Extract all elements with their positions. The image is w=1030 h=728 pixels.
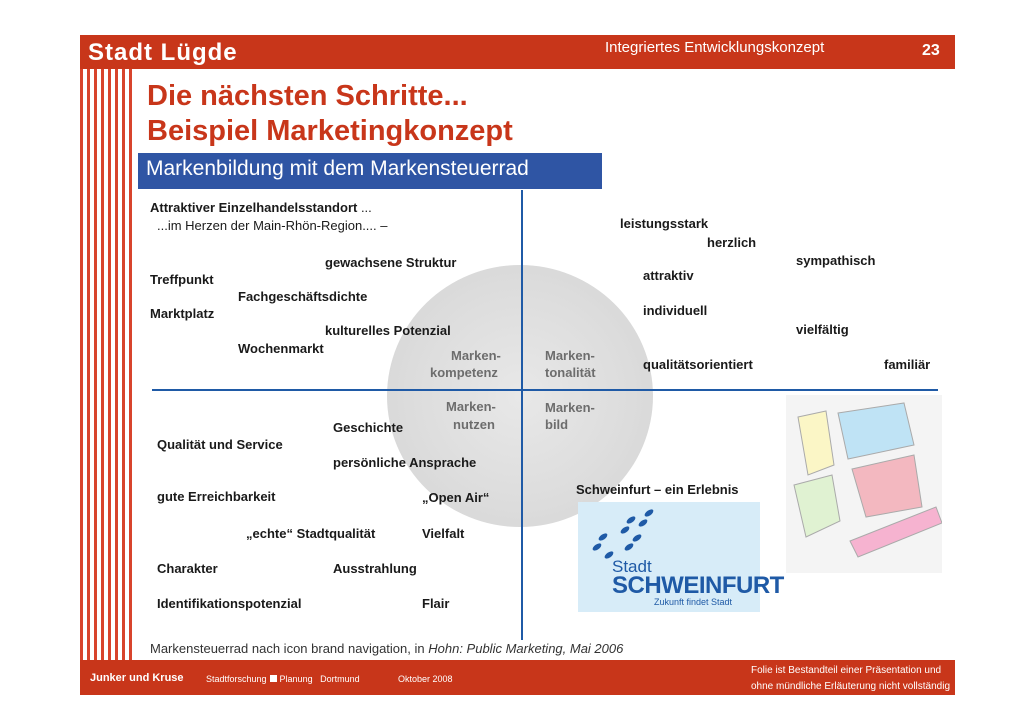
term-echte-stadtqualitaet: „echte“ Stadtqualität bbox=[246, 526, 376, 541]
wheel-nutzen-line1: Marken- bbox=[446, 399, 496, 414]
wheel-bild-line1: Marken- bbox=[545, 400, 595, 415]
term-geschichte: Geschichte bbox=[333, 420, 404, 435]
decor-line bbox=[115, 69, 118, 677]
footer-dortmund: Dortmund bbox=[320, 674, 360, 684]
term-ausstrahlung: Ausstrahlung bbox=[333, 561, 417, 576]
term-charakter: Charakter bbox=[157, 561, 218, 576]
decor-line bbox=[94, 69, 97, 677]
term-familiaer: familiär bbox=[884, 357, 931, 372]
decor-line bbox=[108, 69, 111, 677]
source-citation bbox=[150, 641, 623, 656]
term-wochenmarkt: Wochenmarkt bbox=[238, 341, 324, 356]
decor-line bbox=[129, 69, 132, 677]
footer-note-line1: Folie ist Bestandteil einer Präsentation und bbox=[751, 665, 942, 676]
decor-line bbox=[122, 69, 125, 677]
decor-line bbox=[87, 69, 90, 677]
page-number: 23 bbox=[922, 42, 940, 59]
city-map-sketch bbox=[786, 395, 942, 573]
wheel-kompetenz-line1: Marken- bbox=[451, 348, 501, 363]
horizontal-axis bbox=[152, 389, 938, 391]
region-line: ...im Herzen der Main-Rhön-Region.... – bbox=[157, 218, 388, 233]
term-leistungsstark: leistungsstark bbox=[620, 216, 709, 231]
term-vielfaeltig: vielfältig bbox=[796, 322, 849, 337]
logo-slogan-text: Zukunft findet Stadt bbox=[654, 597, 733, 607]
term-fachgeschaeftsdichte: Fachgeschäftsdichte bbox=[238, 289, 368, 304]
term-marktplatz: Marktplatz bbox=[150, 306, 215, 321]
term-kulturelles-potenzial: kulturelles Potenzial bbox=[325, 323, 451, 338]
term-persoenliche-ansprache: persönliche Ansprache bbox=[333, 455, 477, 470]
wheel-tonalitaet-line2: tonalität bbox=[545, 365, 596, 380]
decor-line bbox=[101, 69, 104, 677]
term-sympathisch: sympathisch bbox=[796, 253, 876, 268]
footer-date: Oktober 2008 bbox=[398, 674, 453, 684]
footer-stadtforschung: Stadtforschung bbox=[206, 674, 267, 684]
wheel-nutzen-line2: nutzen bbox=[453, 417, 495, 432]
term-flair: Flair bbox=[422, 596, 450, 611]
term-herzlich: herzlich bbox=[707, 235, 757, 250]
footer-planung: Planung bbox=[279, 674, 313, 684]
header-title: Integriertes Entwicklungskonzept bbox=[605, 39, 825, 56]
wheel-kompetenz-line2: kompetenz bbox=[430, 365, 498, 380]
term-schweinfurt-erlebnis: Schweinfurt – ein Erlebnis bbox=[576, 482, 739, 497]
footer-company: Junker und Kruse bbox=[90, 672, 184, 684]
term-qualitaet-service: Qualität und Service bbox=[157, 437, 283, 452]
slide-subtitle: Markenbildung mit dem Markensteuerrad bbox=[146, 157, 529, 180]
logo-stadt-text: Stadt bbox=[612, 557, 652, 576]
term-gute-erreichbarkeit: gute Erreichbarkeit bbox=[157, 489, 276, 504]
term-vielfalt: Vielfalt bbox=[422, 526, 465, 541]
brand-title: Stadt Lügde bbox=[88, 39, 238, 66]
decor-line bbox=[80, 69, 83, 677]
slide-title-line2: Beispiel Marketingkonzept bbox=[147, 115, 513, 147]
term-gewachsene-struktur: gewachsene Struktur bbox=[325, 255, 457, 270]
term-identifikationspotenzial: Identifikationspotenzial bbox=[157, 596, 302, 611]
term-attraktiv: attraktiv bbox=[643, 268, 694, 283]
source-italic: Hohn: Public Marketing, Mai 2006 bbox=[428, 641, 624, 656]
footer-note-line2: ohne mündliche Erläuterung nicht vollständig bbox=[751, 681, 951, 692]
source-text: Markensteuerrad nach icon brand navigation, in bbox=[150, 641, 425, 656]
standort-heading bbox=[150, 200, 372, 215]
logo-footprints-icon bbox=[585, 505, 665, 561]
footer-services bbox=[206, 674, 360, 684]
wheel-tonalitaet-line1: Marken- bbox=[545, 348, 595, 363]
standort-bold: Attraktiver Einzelhandelsstandort bbox=[150, 200, 358, 215]
term-qualitaetsorientiert: qualitätsorientiert bbox=[643, 357, 753, 372]
vertical-axis bbox=[521, 190, 523, 640]
term-treffpunkt: Treffpunkt bbox=[150, 272, 214, 287]
standort-ellipsis: ... bbox=[357, 200, 372, 215]
wheel-bild-line2: bild bbox=[545, 417, 569, 432]
logo-name-text: SCHWEINFURT bbox=[612, 572, 784, 599]
square-bullet-icon bbox=[270, 675, 277, 682]
term-open-air: „Open Air“ bbox=[422, 490, 490, 505]
term-individuell: individuell bbox=[643, 303, 708, 318]
slide-title-line1: Die nächsten Schritte... bbox=[147, 80, 468, 112]
